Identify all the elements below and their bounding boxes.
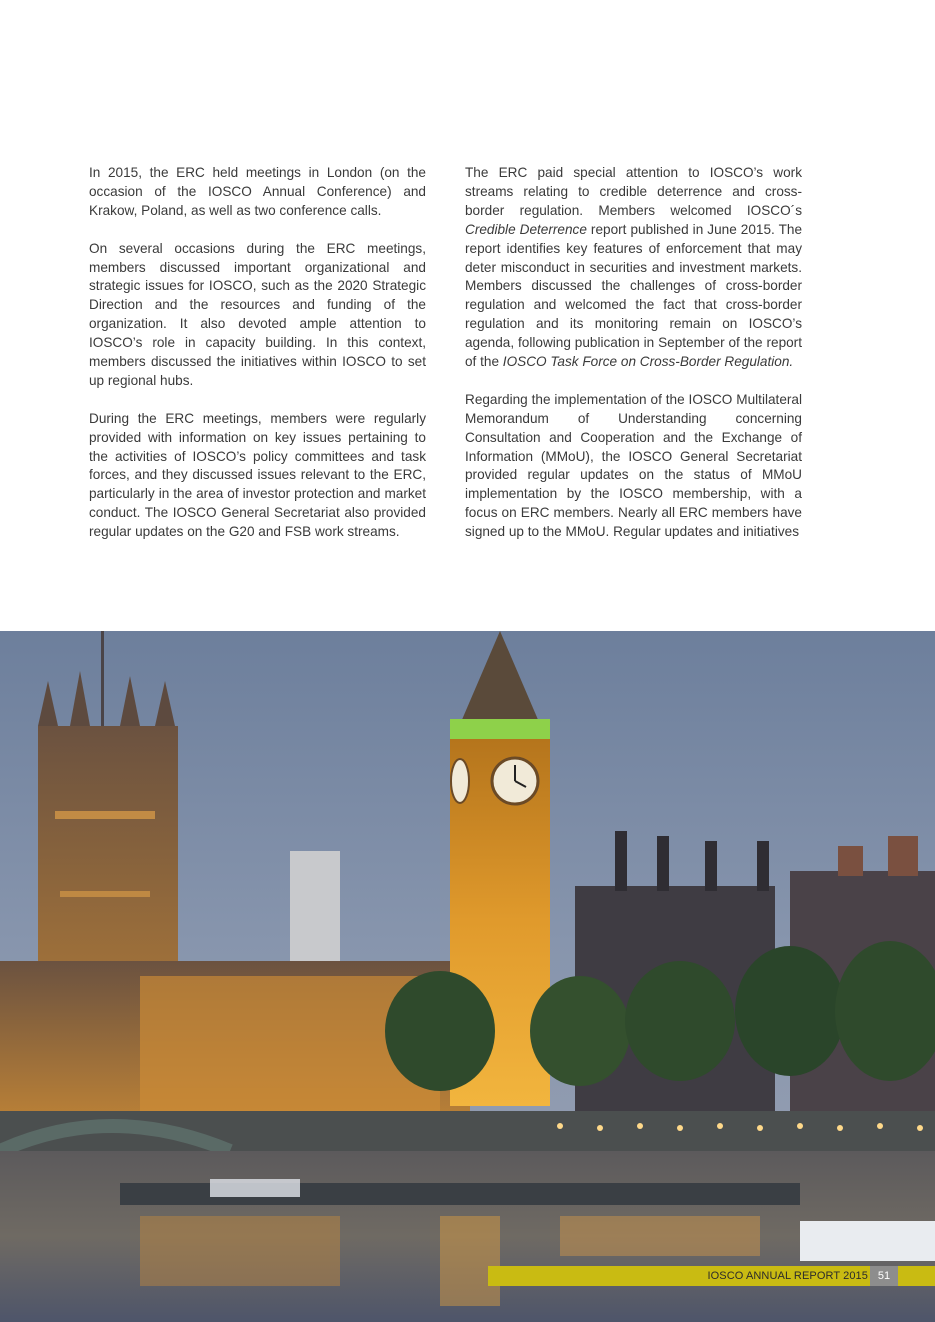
- right-text-column: [465, 164, 802, 561]
- credible-deterrence-title: Credible Deterrence: [465, 221, 587, 237]
- task-force-title: IOSCO Task Force on Cross-Border Regulation.: [502, 354, 794, 370]
- left-text-column: [89, 164, 426, 561]
- right-paragraph-1-text-a: The ERC paid special attention to IOSCO’s work streams relating to credible deterrence and cross-border regulation. Members welcomed IOSCO´s: [465, 165, 802, 218]
- moored-boat: [800, 1221, 935, 1261]
- westminster-photo: [0, 631, 935, 1322]
- page-number: 51: [870, 1266, 898, 1286]
- left-paragraph-2: On several occasions during the ERC meetings, members discussed important organizational and strategic issues for IOSCO, such as the 2020 Strategic Direction and the resources and funding of the organization. It also devoted ample attention to IOSCO’s role in capacity building. In this context, members discussed the initiatives within IOSCO to set up regional hubs.: [89, 240, 426, 388]
- footer-report-title: IOSCO ANNUAL REPORT 2015: [707, 1270, 868, 1282]
- footer-bar: [488, 1266, 935, 1286]
- left-paragraph-3: During the ERC meetings, members were regularly provided with information on key issues pertaining to the activities of IOSCO’s policy committees and task forces, and they discussed issues relevant to the ERC, particularly in the area of investor protection and market conduct. The IOSCO General Secretariat also provided regular updates on the G20 and FSB work streams.: [89, 410, 426, 540]
- right-paragraph-1: [465, 164, 802, 372]
- tour-boat: [210, 1179, 300, 1197]
- right-paragraph-1-text-b: report published in June 2015. The report identifies key features of enforcement that may deter misconduct in securities and investment markets. Members discussed the challenges of cross-border regulation and welcomed the fact that cross-border regulation and its monitoring remain on IOSCO’s agenda, following publication in September of the report of the: [465, 221, 803, 370]
- left-paragraph-1: In 2015, the ERC held meetings in London (on the occasion of the IOSCO Annual Conference) and Krakow, Poland, as well as two conference calls.: [89, 165, 426, 218]
- right-paragraph-2: Regarding the implementation of the IOSCO Multilateral Memorandum of Understanding concerning Consultation and Cooperation and the Exchange of Information (MMoU), the IOSCO General Secretariat provided regular updates on the status of MMoU implementation by the IOSCO membership, with a focus on ERC members. Nearly all ERC members have signed up to the MMoU. Regular updates and initiatives: [465, 391, 802, 540]
